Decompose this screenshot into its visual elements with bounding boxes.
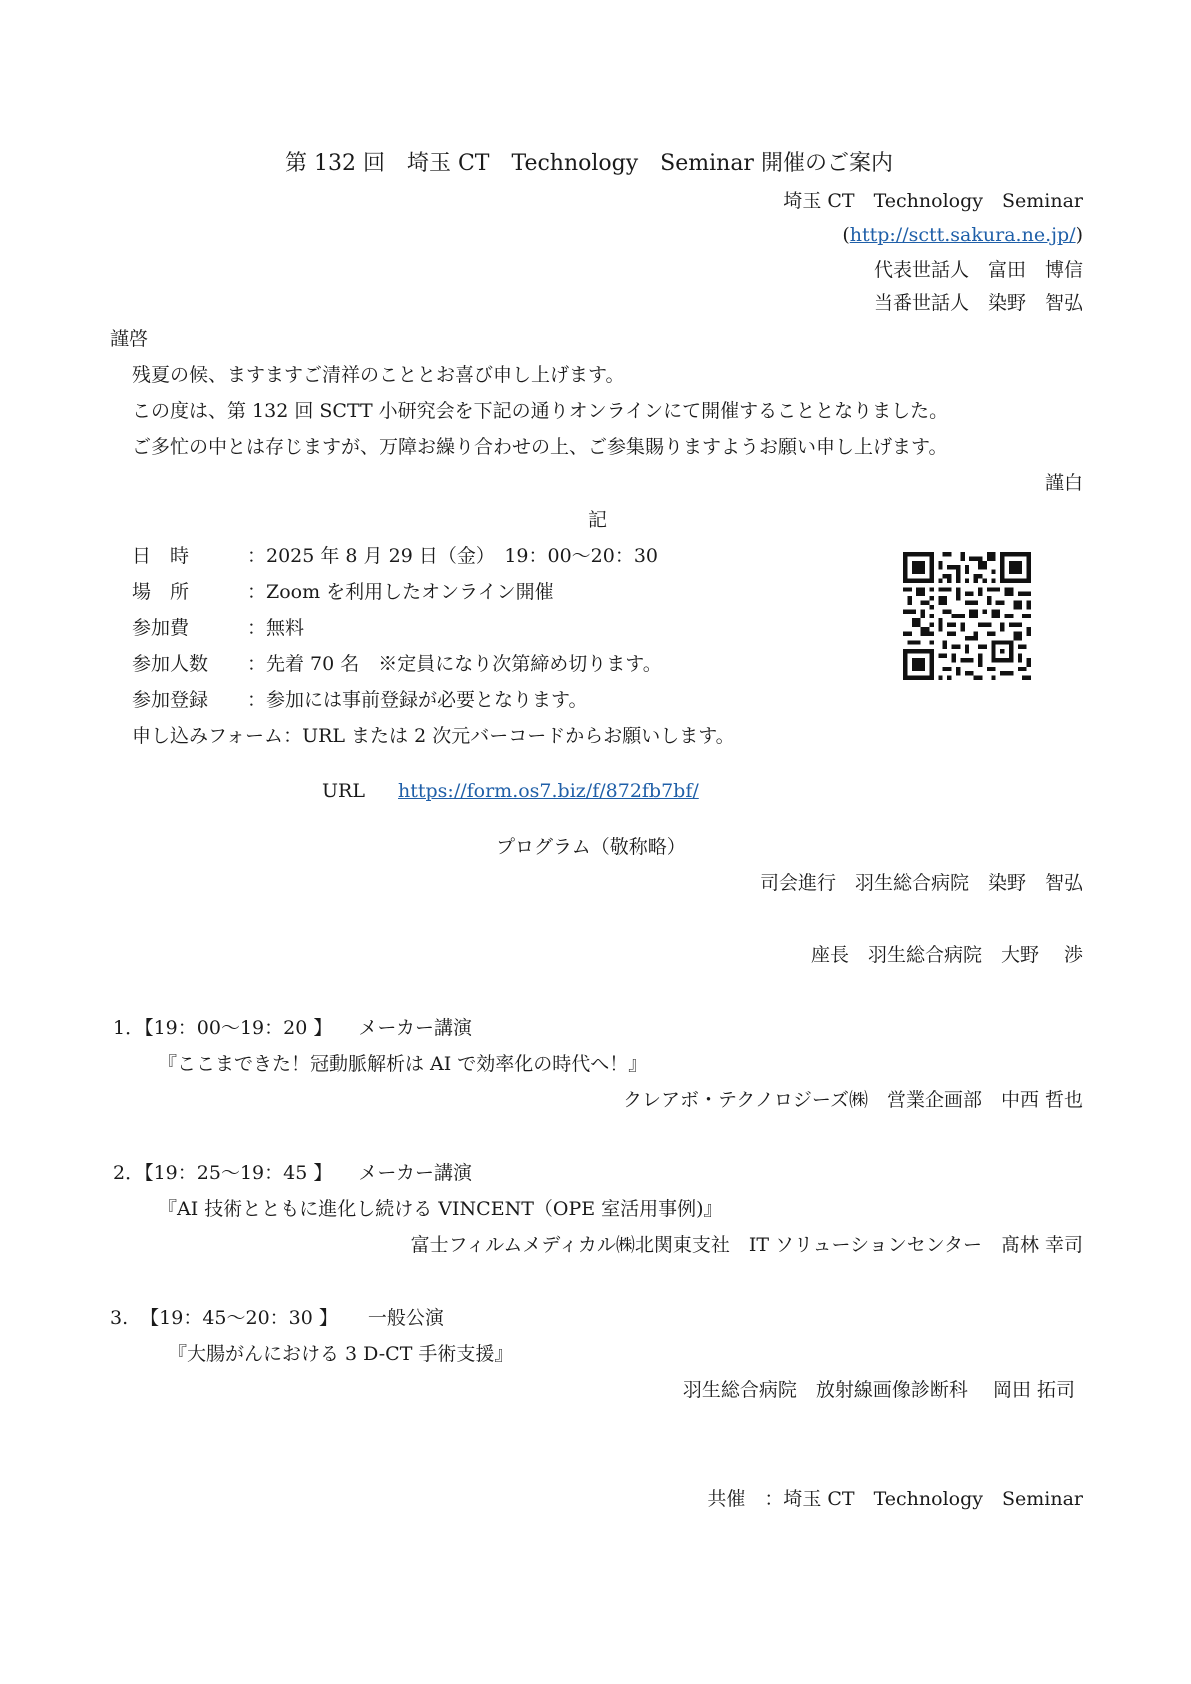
detail-value: ：Zoom を利用したオンライン開催 xyxy=(247,581,554,603)
detail-row-registration xyxy=(132,691,587,710)
program-mc: 司会進行 羽生総合病院 染野 智弘 xyxy=(759,872,1083,894)
detail-label: 場 所 xyxy=(132,581,190,603)
greeting-line: ご多忙の中とは存じますが、万障お繰り合わせの上、ご参集賜りますようお願い申し上げます。 xyxy=(132,436,948,458)
session-header xyxy=(113,1019,472,1038)
session-number: 3. xyxy=(110,1307,129,1329)
url-open-paren: ( xyxy=(842,224,850,246)
qr-code-icon[interactable] xyxy=(903,552,1031,680)
greeting-open: 謹啓 xyxy=(110,328,149,350)
detail-row-datetime xyxy=(132,547,658,566)
greeting-close: 謹白 xyxy=(1044,472,1083,494)
detail-label: 参加登録 xyxy=(132,689,209,711)
form-url-link[interactable]: https://form.os7.biz/f/872fb7bf/ xyxy=(398,780,699,802)
ki-heading: 記 xyxy=(588,509,608,531)
detail-value: ：先着 70 名 ※定員になり次第締め切ります。 xyxy=(247,653,662,675)
session-title: 『AI 技術とともに進化し続ける VINCENT（OPE 室活用事例)』 xyxy=(158,1198,723,1220)
cohost: 共催 ：埼玉 CT Technology Seminar xyxy=(707,1488,1083,1510)
organizer-url-line xyxy=(842,226,1083,245)
form-url-label: URL xyxy=(322,780,365,802)
detail-label: 申し込みフォーム xyxy=(132,725,284,747)
form-url-row xyxy=(322,782,699,801)
detail-label: 日 時 xyxy=(132,545,190,567)
detail-row-fee xyxy=(132,619,304,638)
greeting-line: 残夏の候、ますますご清祥のこととお喜び申し上げます。 xyxy=(132,364,625,386)
detail-value: ：参加には事前登録が必要となります。 xyxy=(247,689,588,711)
session-speaker: 羽生総合病院 放射線画像診断科 岡田 拓司 xyxy=(682,1379,1075,1401)
session-title: 『大腸がんにおける 3 D-CT 手術支援』 xyxy=(168,1343,514,1365)
session-title: 『ここまできた！冠動脈解析は AI で効率化の時代へ！』 xyxy=(158,1053,648,1075)
session-speaker: クレアボ・テクノロジーズ㈱ 営業企画部 中西 哲也 xyxy=(623,1089,1083,1111)
duty-organizer: 当番世話人 染野 智弘 xyxy=(873,292,1083,314)
program-chair: 座長 羽生総合病院 大野 渉 xyxy=(810,944,1083,966)
session-type: 一般公演 xyxy=(367,1307,444,1329)
session-type: メーカー講演 xyxy=(358,1162,472,1184)
detail-label: 参加費 xyxy=(132,617,190,639)
detail-row-venue xyxy=(132,583,554,602)
session-header xyxy=(110,1309,444,1328)
session-header xyxy=(113,1164,472,1183)
detail-row-capacity xyxy=(132,655,662,674)
detail-row-form xyxy=(132,727,735,746)
organizer-name: 埼玉 CT Technology Seminar xyxy=(783,190,1083,212)
detail-label: 参加人数 xyxy=(132,653,209,675)
session-number: 2． xyxy=(113,1162,145,1184)
representative: 代表世話人 富田 博信 xyxy=(873,259,1083,281)
greeting-line: この度は、第 132 回 SCTT 小研究会を下記の通りオンラインにて開催することとなりました。 xyxy=(132,400,949,422)
session-time: 【19：25～19：45 】 xyxy=(144,1162,333,1184)
detail-value: ：無料 xyxy=(247,617,305,639)
session-type: メーカー講演 xyxy=(358,1017,472,1039)
session-number: 1． xyxy=(113,1017,145,1039)
session-time: 【19：00～19：20 】 xyxy=(144,1017,333,1039)
session-time: 【19：45～20：30 】 xyxy=(140,1307,338,1329)
detail-value: ：URL または 2 次元バーコードからお願いします。 xyxy=(283,725,735,747)
url-close-paren: ) xyxy=(1075,224,1083,246)
program-heading: プログラム（敬称略） xyxy=(496,836,686,858)
session-speaker: 富士フィルムメディカル㈱北関東支社 IT ソリューションセンター 髙林 幸司 xyxy=(410,1234,1083,1256)
organizer-url-link[interactable]: http://sctt.sakura.ne.jp/ xyxy=(849,224,1076,246)
detail-value: ：2025 年 8 月 29 日（金） 19：00～20：30 xyxy=(247,545,659,567)
page-title: 第 132 回 埼玉 CT Technology Seminar 開催のご案内 xyxy=(285,151,893,176)
